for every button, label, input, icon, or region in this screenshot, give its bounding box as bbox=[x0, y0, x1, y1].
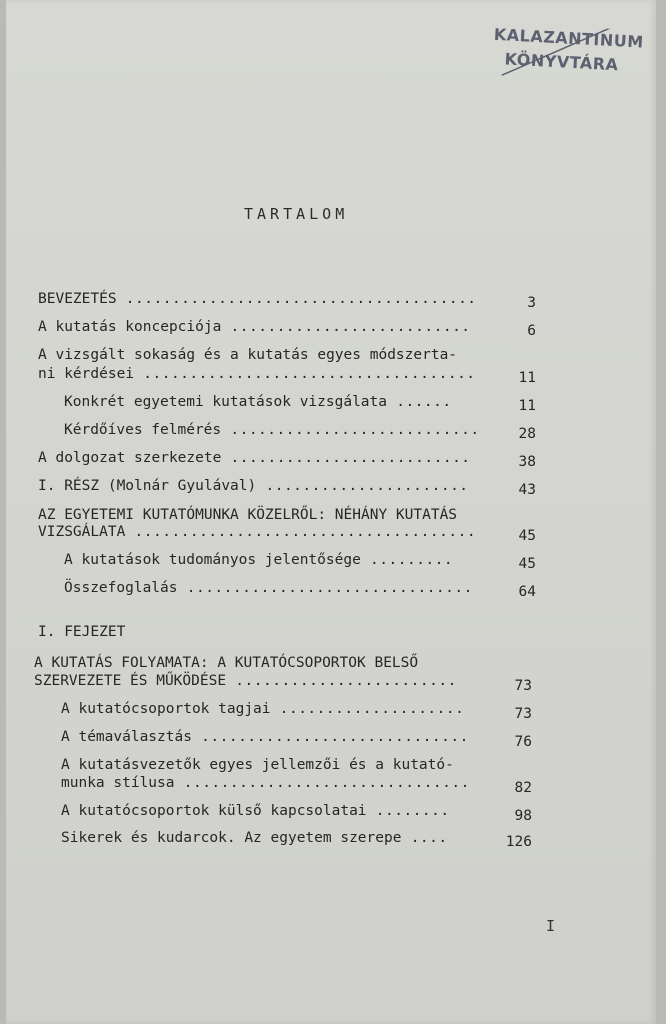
toc-entry-text: A kutatások tudományos jelentősége bbox=[64, 552, 361, 568]
toc-leader: ............................... bbox=[174, 775, 470, 791]
toc-page-number: 3 bbox=[527, 295, 536, 311]
toc-page-number: 98 bbox=[514, 808, 532, 824]
toc-entry bbox=[61, 830, 448, 846]
toc-leader: .... bbox=[401, 830, 448, 846]
toc-entry-text: I. FEJEZET bbox=[38, 624, 126, 640]
toc-leader: ........................ bbox=[226, 673, 457, 689]
toc-entry-text: Kérdőíves felmérés bbox=[64, 422, 222, 438]
toc-leader: .......................... bbox=[221, 450, 471, 466]
toc-entry bbox=[38, 366, 476, 382]
toc-leader: ...................................... bbox=[116, 291, 477, 307]
toc-entry bbox=[61, 701, 464, 717]
toc-entry-text: ni kérdései bbox=[38, 366, 135, 382]
toc-entry-text: A kutatócsoportok külső kapcsolatai bbox=[61, 803, 367, 819]
toc-page-number: 45 bbox=[518, 556, 536, 572]
toc-entry bbox=[64, 394, 452, 410]
toc-page-number: 6 bbox=[527, 323, 536, 339]
toc-entry-text: BEVEZETÉS bbox=[38, 291, 117, 307]
toc-page-number: 45 bbox=[518, 528, 536, 544]
toc-entry bbox=[64, 422, 480, 438]
toc-leader: .................... bbox=[270, 701, 465, 717]
document-page bbox=[6, 0, 656, 1024]
toc-leader: ............................. bbox=[191, 729, 469, 745]
toc-entry bbox=[64, 552, 453, 568]
toc-entry-text: A kutatócsoportok tagjai bbox=[61, 701, 271, 717]
toc-entry-text: A témaválasztás bbox=[61, 729, 192, 745]
toc-entry-text: A dolgozat szerkezete bbox=[38, 450, 222, 466]
toc-entry bbox=[38, 478, 469, 494]
toc-entry-text: I. RÉSZ (Molnár Gyulával) bbox=[38, 478, 257, 494]
toc-entry bbox=[34, 673, 457, 689]
toc-leader: .................................... bbox=[134, 366, 476, 382]
toc-entry-text: munka stílusa bbox=[61, 775, 175, 791]
toc-leader: ...................... bbox=[256, 478, 469, 494]
toc-page-number: 73 bbox=[514, 678, 532, 694]
toc-entry bbox=[38, 507, 457, 523]
toc-page-number: 126 bbox=[505, 834, 532, 850]
toc-leader: ............................... bbox=[177, 580, 473, 596]
toc-page-number: 38 bbox=[518, 454, 536, 470]
toc-leader: ..................................... bbox=[125, 524, 477, 540]
library-stamp bbox=[492, 23, 645, 85]
stamp-line-2: KÖNYVTÁRA bbox=[504, 49, 619, 75]
toc-entry-text: Konkrét egyetemi kutatások vizsgálata bbox=[64, 394, 388, 410]
toc-page-number: 11 bbox=[518, 370, 536, 386]
toc-entry-text: A kutatás koncepciója bbox=[38, 319, 222, 335]
page-folio: I bbox=[546, 917, 556, 935]
toc-entry bbox=[61, 775, 470, 791]
toc-entry bbox=[38, 347, 457, 363]
toc-page-number: 28 bbox=[518, 426, 536, 442]
toc-page-number: 43 bbox=[518, 482, 536, 498]
toc-entry-text: SZERVEZETE ÉS MŰKÖDÉSE bbox=[34, 673, 227, 689]
toc-entry-text: AZ EGYETEMI KUTATÓMUNKA KÖZELRŐL: NÉHÁNY KUTATÁS bbox=[38, 507, 458, 523]
toc-leader: .......................... bbox=[221, 319, 471, 335]
toc-page-number: 64 bbox=[518, 584, 536, 600]
toc-page-number: 76 bbox=[514, 734, 532, 750]
toc-page-number: 82 bbox=[514, 780, 532, 796]
toc-page-number: 73 bbox=[514, 706, 532, 722]
stamp-strike-icon bbox=[492, 23, 620, 85]
toc-leader: ........ bbox=[366, 803, 450, 819]
toc-entry-text: Összefoglalás bbox=[64, 580, 178, 596]
toc-entry-text: Sikerek és kudarcok. Az egyetem szerepe bbox=[61, 830, 402, 846]
toc-entry bbox=[38, 624, 125, 640]
toc-entry bbox=[61, 729, 469, 745]
toc-entry bbox=[38, 450, 471, 466]
toc-leader: ......... bbox=[360, 552, 454, 568]
toc-entry-text: A vizsgált sokaság és a kutatás egyes módszerta- bbox=[38, 347, 458, 363]
toc-entry bbox=[38, 319, 471, 335]
toc-entry bbox=[34, 655, 418, 671]
toc-entry bbox=[38, 524, 476, 540]
stamp-line-1: KALAZANTINUM bbox=[493, 24, 645, 52]
toc-entry bbox=[64, 580, 473, 596]
toc-entry-text: VIZSGÁLATA bbox=[38, 524, 126, 540]
toc-entry bbox=[38, 291, 477, 307]
toc-entry bbox=[61, 803, 450, 819]
page-title: TARTALOM bbox=[244, 205, 349, 223]
toc-leader: ........................... bbox=[221, 422, 480, 438]
toc-page-number: 11 bbox=[518, 398, 536, 414]
toc-entry-text: A kutatásvezetők egyes jellemzői és a kutató- bbox=[61, 757, 454, 773]
toc-entry-text: A KUTATÁS FOLYAMATA: A KUTATÓCSOPORTOK BELSŐ bbox=[34, 655, 419, 671]
toc-leader: ...... bbox=[387, 394, 452, 410]
toc-entry bbox=[61, 757, 454, 773]
